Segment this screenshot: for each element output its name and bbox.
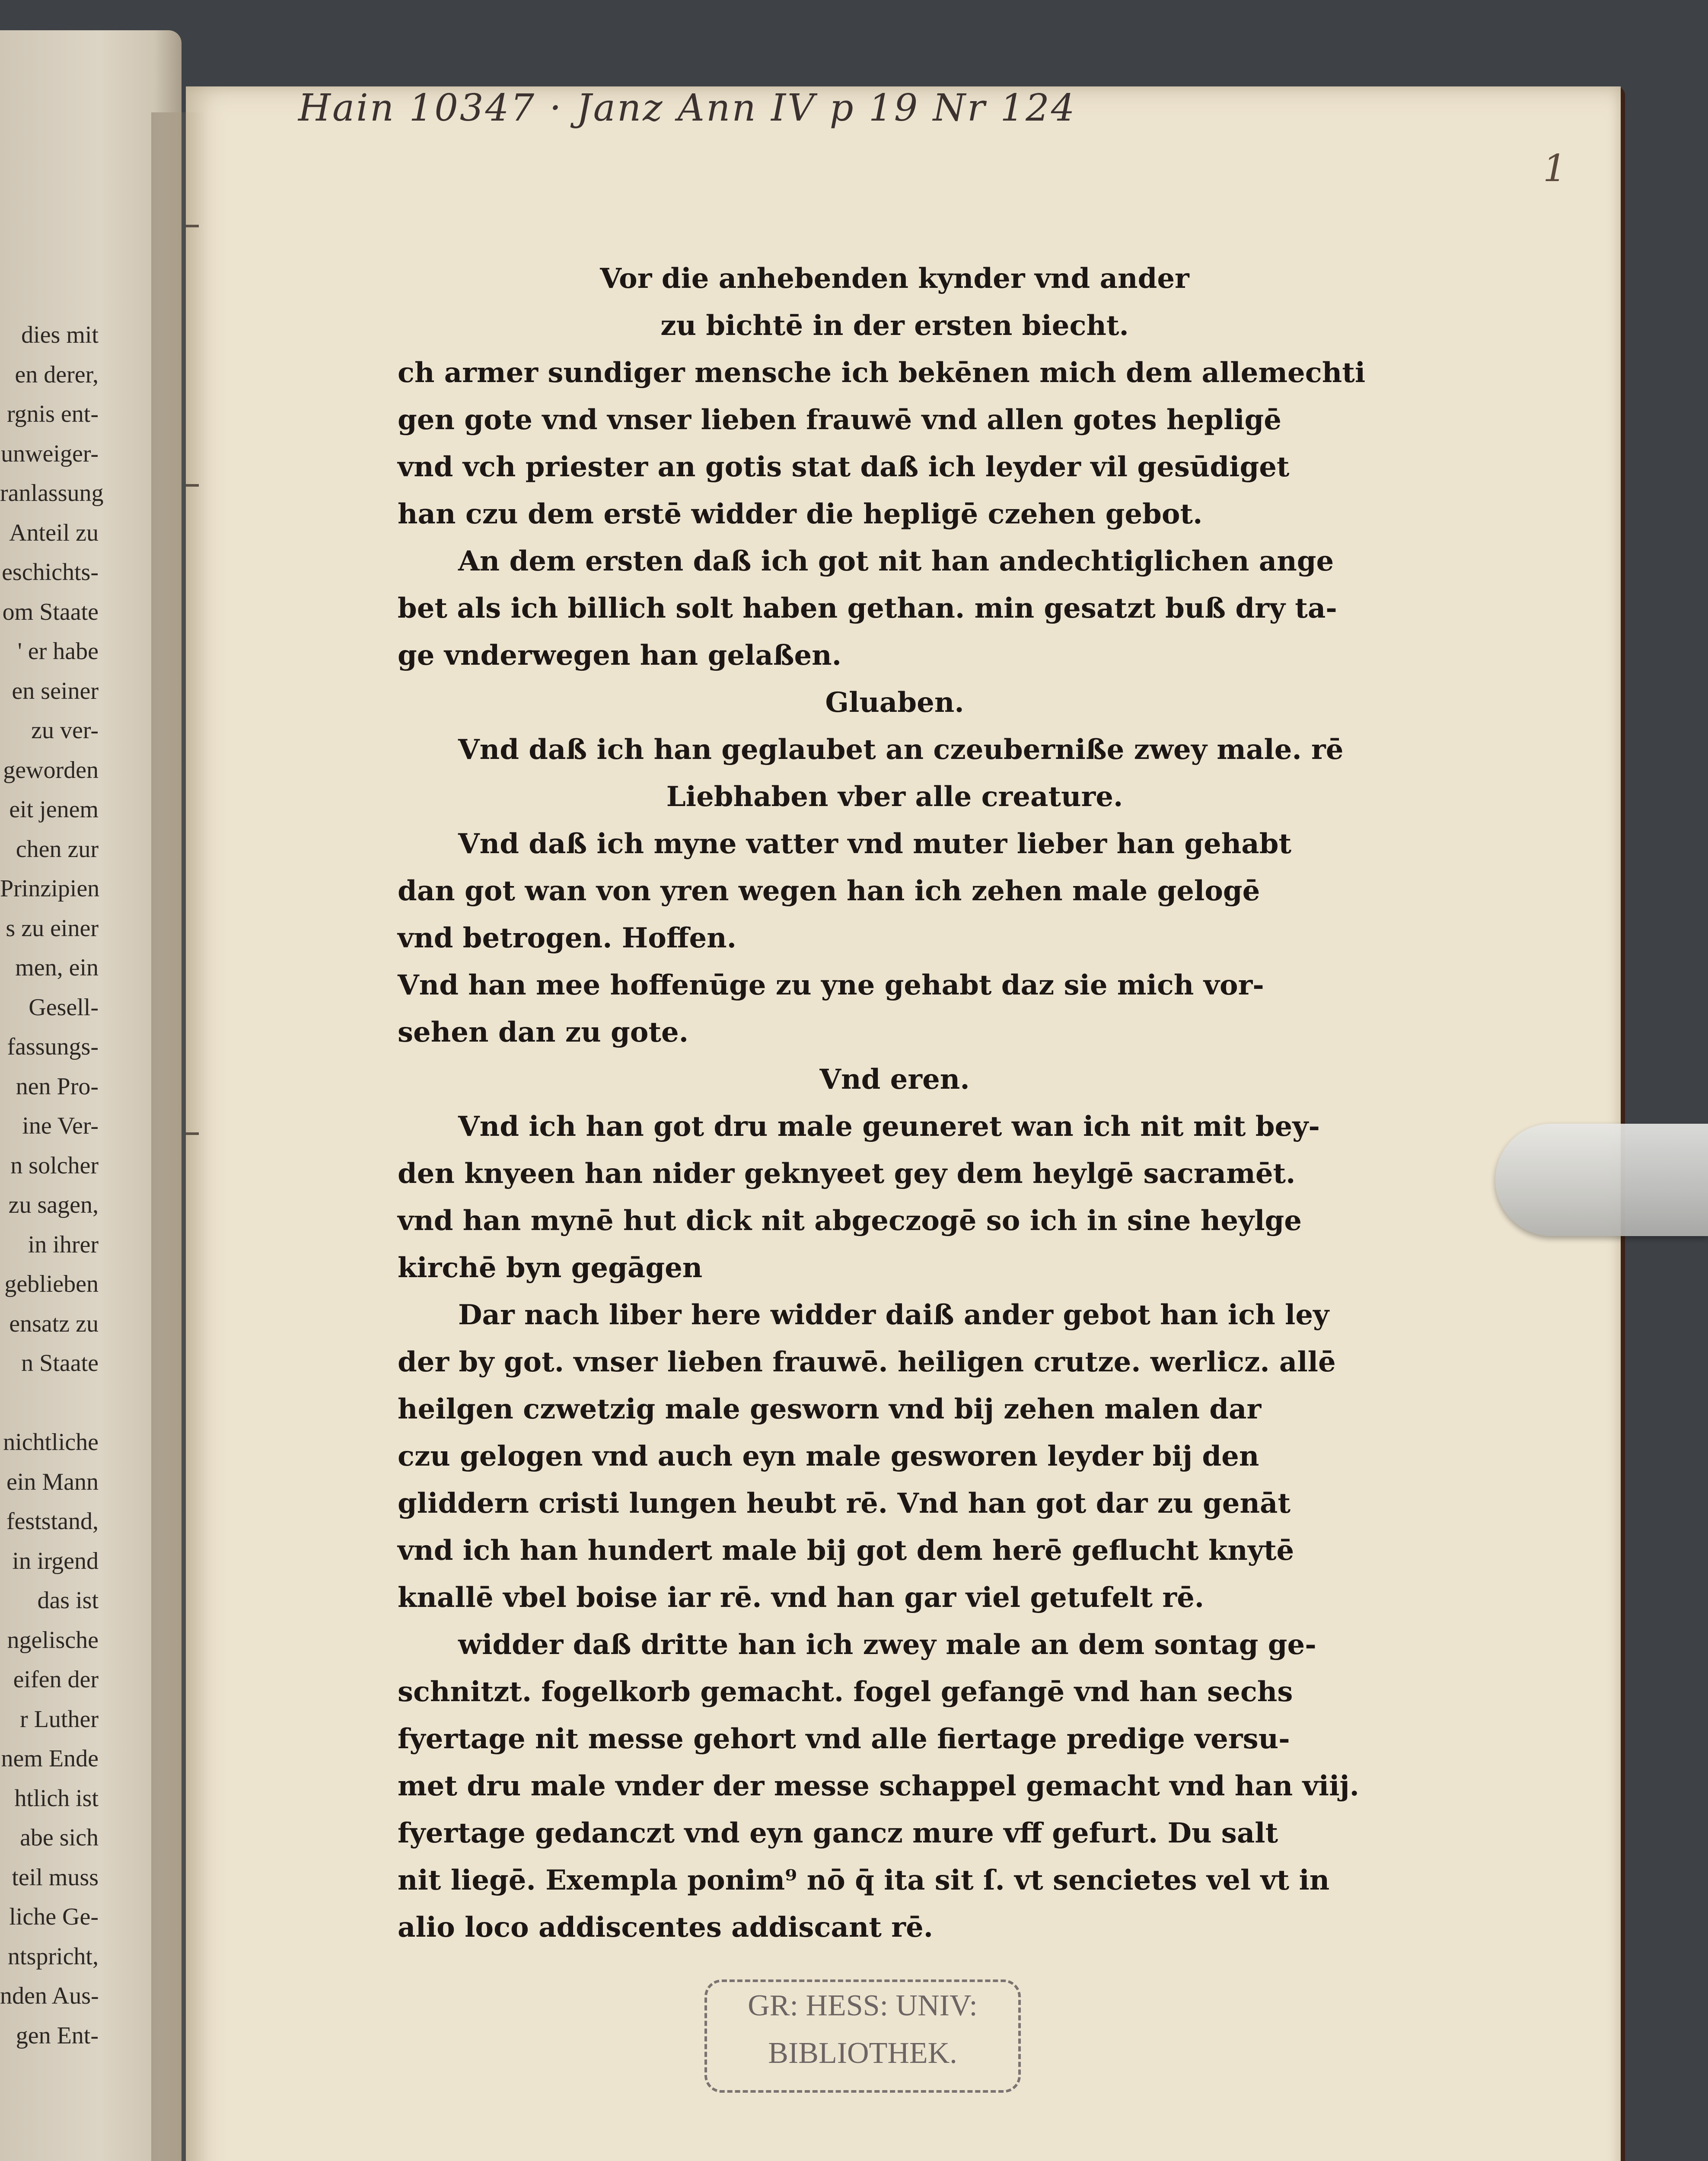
text-line: knallē vbel boise iar rē. vnd han gar viel getufelt rē. bbox=[398, 1581, 1205, 1614]
left-page-line: n Staate bbox=[21, 1350, 99, 1377]
text-line: fyertage gedanczt vnd eyn gancz mure vff gefurt. Du salt bbox=[398, 1817, 1278, 1849]
left-page-line: chen zur bbox=[16, 835, 99, 863]
text-line: czu gelogen vnd auch eyn male gesworen leyder bij den bbox=[398, 1440, 1259, 1473]
left-page-line: rgnis ent- bbox=[6, 401, 99, 427]
left-page-line: men, ein bbox=[15, 954, 99, 981]
text-line: Vnd ich han got dru male geuneret wan ich nit mit bey- bbox=[458, 1110, 1320, 1143]
text-line: vnd ich han hundert male bij got dem herē geflucht knytē bbox=[398, 1534, 1294, 1567]
left-page-line: zu ver- bbox=[31, 717, 99, 744]
stamp-line: GR: HESS: UNIV: bbox=[748, 1989, 978, 2022]
library-stamp bbox=[704, 1979, 1021, 2093]
left-page-line: s zu einer bbox=[6, 915, 99, 942]
text-line: vnd vch priester an gotis stat daß ich leyder vil gesūdiget bbox=[398, 451, 1290, 483]
left-page-line: n solcher bbox=[10, 1152, 99, 1179]
left-page-line: nichtliche bbox=[3, 1429, 99, 1456]
folio-number: 1 bbox=[1543, 147, 1567, 190]
left-page-line: ine Ver- bbox=[22, 1112, 99, 1139]
margin-tick bbox=[186, 225, 199, 227]
left-page-line: ein Mann bbox=[6, 1468, 99, 1495]
left-page-line: Gesell- bbox=[29, 994, 99, 1021]
left-page-line: das ist bbox=[37, 1587, 99, 1614]
left-page-line: ngelische bbox=[7, 1626, 99, 1654]
text-line: heilgen czwetzig male gesworn vnd bij zehen malen dar bbox=[398, 1393, 1262, 1425]
page-clip bbox=[1495, 1124, 1708, 1236]
text-line: Dar nach liber here widder daiß ander gebot han ich ley bbox=[458, 1299, 1329, 1331]
left-page-line: en derer, bbox=[15, 361, 99, 388]
text-line: fyertage nit messe gehort vnd alle fiertage predige versu- bbox=[398, 1723, 1290, 1755]
title-line: Vor die anhebenden kynder vnd ander bbox=[600, 262, 1189, 295]
left-page-line: nden Aus- bbox=[0, 1983, 99, 2009]
manuscript-note: Hain 10347 · Janz Ann IV p 19 Nr 124 bbox=[298, 86, 1077, 130]
text-line: ch armer sundiger mensche ich bekēnen mich dem allemechti bbox=[398, 357, 1366, 389]
left-page-line: en seiner bbox=[12, 677, 99, 704]
text-line: alio loco addiscentes addiscant rē. bbox=[398, 1911, 933, 1944]
left-page-line: geworden bbox=[3, 756, 99, 784]
left-page-text bbox=[0, 316, 104, 2056]
text-line: An dem ersten daß ich got nit han andechtiglichen ange bbox=[458, 545, 1334, 577]
left-page-line: ntspricht, bbox=[8, 1943, 99, 1970]
left-page-line: eifen der bbox=[13, 1666, 99, 1693]
text-line: gliddern cristi lungen heubt rē. Vnd han got dar zu genāt bbox=[398, 1487, 1291, 1520]
left-page-line: nem Ende bbox=[1, 1745, 99, 1772]
margin-tick bbox=[186, 484, 199, 487]
text-line: bet als ich billich solt haben gethan. min gesatzt buß dry ta- bbox=[398, 592, 1337, 625]
text-line: gen gote vnd vnser lieben frauwē vnd allen gotes hepligē bbox=[398, 404, 1281, 436]
left-page-line: feststand, bbox=[6, 1508, 99, 1535]
left-page-line: om Staate bbox=[2, 598, 99, 625]
left-page-line: nen Pro- bbox=[16, 1073, 99, 1100]
text-line: vnd betrogen. Hoffen. bbox=[398, 922, 736, 954]
text-line: kirchē byn gegāgen bbox=[398, 1252, 703, 1284]
text-line: sehen dan zu gote. bbox=[398, 1016, 688, 1049]
left-page-line: ' er habe bbox=[17, 638, 99, 665]
left-page-line: unweiger- bbox=[1, 440, 99, 467]
text-line: den knyeen han nider geknyeet gey dem heylgē sacramēt. bbox=[398, 1157, 1296, 1190]
left-page-line: gen Ent- bbox=[16, 2022, 99, 2049]
text-line: vnd han mynē hut dick nit abgeczogē so ich in sine heylge bbox=[398, 1205, 1302, 1237]
left-page-line: Anteil zu bbox=[9, 519, 99, 546]
left-page-line bbox=[0, 1383, 99, 1423]
left-page-line: Prinzipien bbox=[0, 875, 100, 902]
left-page-line: teil muss bbox=[12, 1864, 99, 1891]
left-page-line: abe sich bbox=[20, 1824, 99, 1851]
section-heading: Vnd eren. bbox=[819, 1063, 970, 1096]
left-page-line: ensatz zu bbox=[9, 1310, 99, 1337]
left-page-line: zu sagen, bbox=[8, 1192, 99, 1218]
text-line: ge vnderwegen han gelaßen. bbox=[398, 639, 841, 672]
text-line: Vnd han mee hoffenūge zu yne gehabt daz sie mich vor- bbox=[398, 969, 1264, 1001]
left-page-line: in ihrer bbox=[28, 1231, 99, 1258]
left-page-line: r Luther bbox=[20, 1705, 99, 1733]
text-line: schnitzt. fogelkorb gemacht. fogel gefangē vnd han sechs bbox=[398, 1676, 1293, 1708]
text-line: Vnd daß ich myne vatter vnd muter lieber han gehabt bbox=[458, 828, 1292, 860]
left-page-line: eit jenem bbox=[9, 796, 99, 823]
margin-tick bbox=[186, 1132, 199, 1135]
text-line: nit liegē. Exempla ponim⁹ nō q̄ ita sit ſ. vt sencietes vel vt in bbox=[398, 1864, 1330, 1896]
section-heading: Liebhaben vber alle creature. bbox=[666, 781, 1123, 813]
left-page-line: in irgend bbox=[12, 1547, 99, 1575]
text-line: dan got wan von yren wegen han ich zehen male gelogē bbox=[398, 875, 1260, 907]
text-line: met dru male vnder der messe schappel gemacht vnd han viij. bbox=[398, 1770, 1359, 1802]
left-page-line: eschichts- bbox=[2, 559, 99, 586]
text-line: Vnd daß ich han geglaubet an czeuberniße zwey male. rē bbox=[458, 733, 1344, 766]
left-page-line: fassungs- bbox=[7, 1033, 99, 1060]
text-block bbox=[398, 255, 1392, 1951]
text-line: der by got. vnser lieben frauwē. heiligen crutze. werlicz. allē bbox=[398, 1346, 1336, 1378]
left-page-line: dies mit bbox=[21, 322, 99, 348]
text-line: widder daß dritte han ich zwey male an dem sontag ge- bbox=[458, 1629, 1316, 1661]
title-line: zu bichtē in der ersten biecht. bbox=[660, 309, 1129, 342]
stamp-line: BIBLIOTHEK. bbox=[768, 2037, 957, 2070]
page-gutter-shadow bbox=[151, 112, 207, 2161]
left-page-line: ranlassung bbox=[0, 480, 104, 507]
left-page-line: htlich ist bbox=[14, 1785, 99, 1812]
text-line: han czu dem erstē widder die hepligē czehen gebot. bbox=[398, 498, 1203, 530]
left-page-line: geblieben bbox=[4, 1271, 99, 1297]
section-heading: Gluaben. bbox=[825, 686, 964, 719]
left-page-line: liche Ge- bbox=[9, 1903, 99, 1930]
